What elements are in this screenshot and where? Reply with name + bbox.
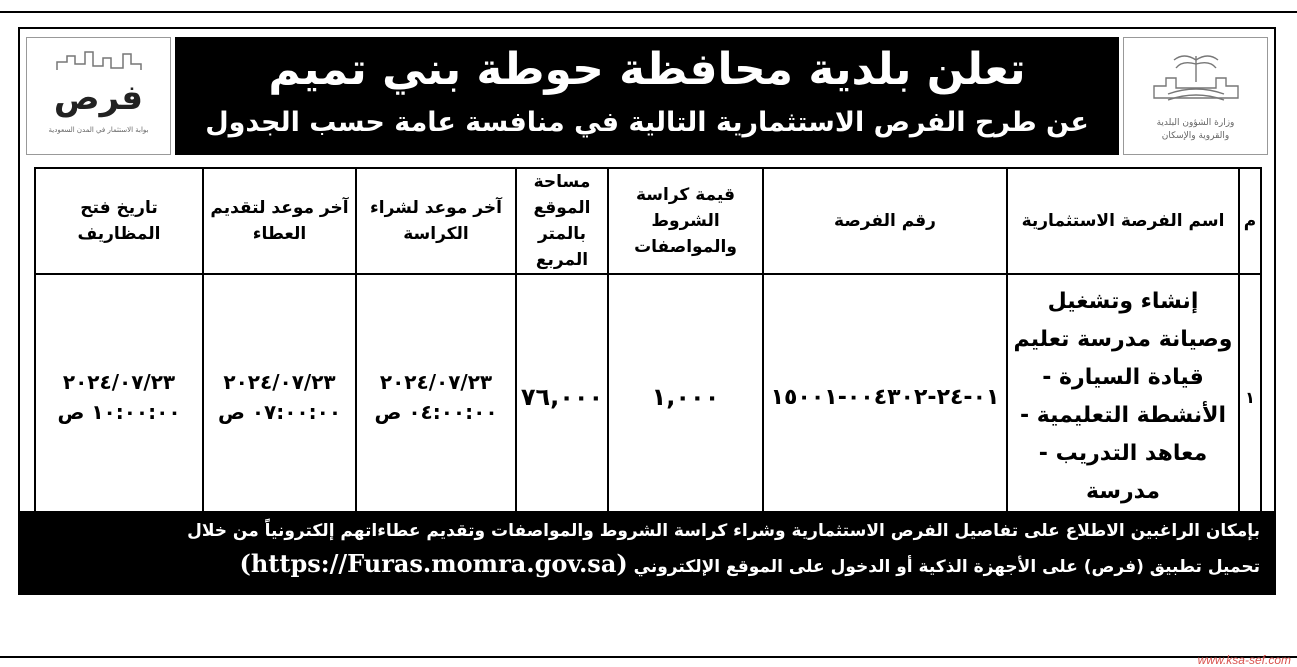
- submit-time: ٠٧:٠٠:٠٠ ص: [217, 400, 342, 424]
- furas-logo: [26, 37, 171, 155]
- cell-opportunity-name: إنشاء وتشغيل وصيانة مدرسة تعليم قيادة السيارة - الأنشطة التعليمية - معاهد التدريب - مدرسة: [1007, 274, 1239, 520]
- header-submit-deadline: آخر موعد لتقديم العطاء: [203, 168, 356, 274]
- cell-site-area: ٧٦,٠٠٠: [516, 274, 608, 520]
- footer-line-1: بإمكان الراغبين الاطلاع على تفاصيل الفرص الاستثمارية وشراء كراسة الشروط والمواصفات وتقديم عطاءاتهم إلكترونياً من خلال: [187, 521, 1260, 541]
- cell-buy-deadline: [356, 274, 516, 520]
- header-num: م: [1239, 168, 1261, 274]
- cell-opportunity-number: ٠١-٢٤-٠٠٤٣٠٢-١٥٠٠١: [763, 274, 1007, 520]
- header-buy-deadline: آخر موعد لشراء الكراسة: [356, 168, 516, 274]
- header-area: مساحة الموقع بالمتر المربع: [516, 168, 608, 274]
- furas-subtitle: بوابة الاستثمار في المدن السعودية: [48, 126, 149, 134]
- page-subtitle: عن طرح الفرص الاستثمارية التالية في منافسة عامة حسب الجدول التالي: [205, 107, 1089, 186]
- buy-time: ٠٤:٠٠:٠٠ ص: [374, 400, 498, 424]
- cell-opening-date: [35, 274, 203, 520]
- ministry-logo: [1123, 37, 1268, 155]
- ministry-name-line2: والقروية والإسكان: [1161, 131, 1230, 141]
- header-price: قيمة كراسة الشروط والمواصفات: [608, 168, 763, 274]
- footer-line-2: [34, 548, 1260, 583]
- table-header-row: [35, 168, 1261, 274]
- open-date: ٢٠٢٤/٠٧/٢٣: [62, 370, 176, 394]
- table-row: [35, 274, 1261, 520]
- footer-line-2-text: تحميل تطبيق (فرص) على الأجهزة الذكية أو الدخول على الموقع الإلكتروني: [633, 557, 1260, 577]
- cell-booklet-price: ١,٠٠٠: [608, 274, 763, 520]
- opportunities-table: [34, 167, 1262, 521]
- ad-header: [20, 29, 1274, 186]
- header-name: اسم الفرصة الاستثمارية: [1007, 168, 1239, 274]
- bottom-rule: [0, 656, 1297, 658]
- top-rule: [0, 11, 1297, 13]
- ad-footer: [20, 511, 1274, 593]
- buy-date: ٢٠٢٤/٠٧/٢٣: [379, 370, 493, 394]
- cell-submit-deadline: [203, 274, 356, 520]
- ministry-name-line1: وزارة الشؤون البلدية: [1156, 118, 1235, 128]
- watermark: www.ksa-sef.com: [1197, 653, 1291, 667]
- page-title: تعلن بلدية محافظة حوطة بني تميم: [268, 44, 1026, 95]
- cell-num: ١: [1239, 274, 1261, 520]
- header-ref: رقم الفرصة: [763, 168, 1007, 274]
- submit-date: ٢٠٢٤/٠٧/٢٣: [223, 370, 336, 394]
- open-time: ١٠:٠٠:٠٠ ص: [57, 400, 181, 424]
- furas-url-link[interactable]: (https://Furas.momra.gov.sa): [239, 549, 628, 578]
- header-opening-date: تاريخ فتح المظاريف: [35, 168, 203, 274]
- title-band: [175, 37, 1119, 186]
- advertisement: [18, 27, 1276, 595]
- furas-word: فرص: [53, 78, 144, 118]
